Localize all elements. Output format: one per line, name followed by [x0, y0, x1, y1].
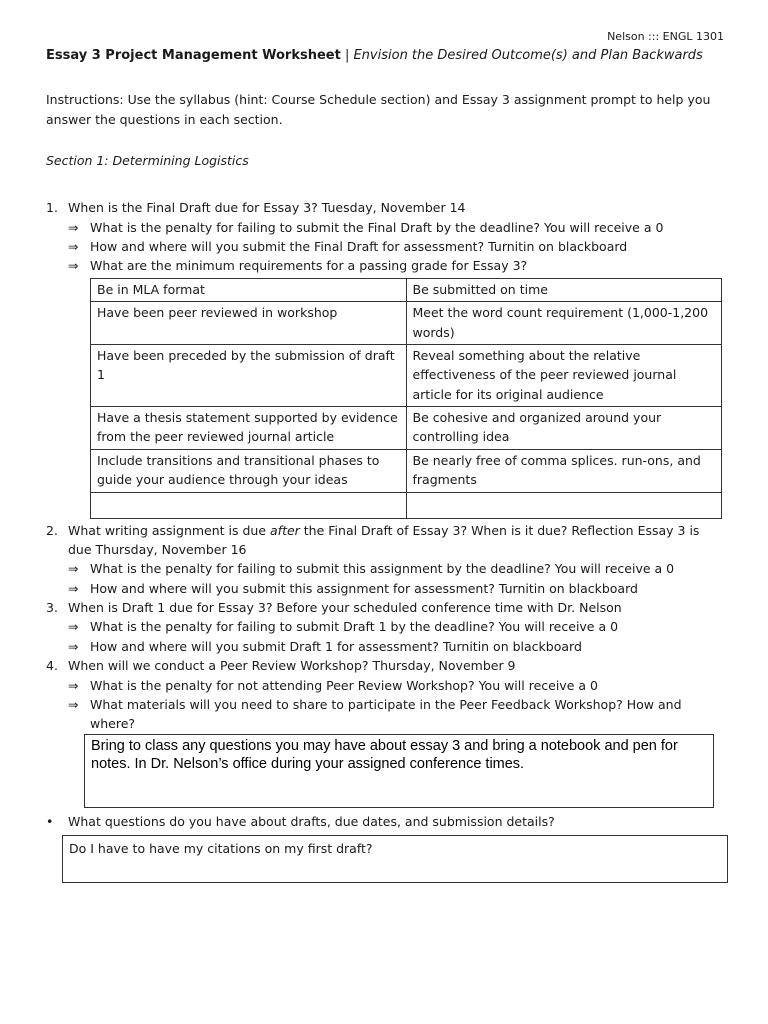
question-3	[46, 598, 726, 617]
sub-question-text: What is the penalty for failing to submit Draft 1 by the deadline? You will receive a 0	[90, 619, 619, 635]
sub-question-text: What is the penalty for failing to submit this assignment by the deadline? You will receive a 0	[90, 561, 675, 577]
sub-question	[46, 617, 726, 636]
question-4	[46, 656, 726, 675]
worksheet-page	[46, 28, 726, 883]
sub-question	[46, 218, 726, 237]
question-text: When is Draft 1 due for Essay 3? Before your scheduled conference time with Dr. Nelson	[68, 600, 622, 616]
sub-question-text: How and where will you submit Draft 1 for assessment? Turnitin on blackboard	[90, 638, 582, 654]
question-text-start: What writing assignment is due	[68, 522, 271, 538]
question-text-emphasis: after	[270, 522, 300, 538]
table-cell: Meet the word count requirement (1,000-1,200 words)	[406, 302, 722, 345]
arrow-icon: ⇒	[68, 696, 79, 712]
table-cell: Reveal something about the relative effectiveness of the peer reviewed journal article for its original audience	[406, 344, 722, 406]
table-cell: Be in MLA format	[91, 278, 407, 301]
question-2	[46, 521, 726, 560]
sub-question	[46, 637, 726, 656]
instructions: Instructions: Use the syllabus (hint: Course Schedule section) and Essay 3 assignment prompt to help you answer the questions in each section.	[46, 92, 711, 127]
table-cell: Have been peer reviewed in workshop	[91, 302, 407, 345]
title-subtitle: Envision the Desired Outcome(s) and Plan Backwards	[353, 48, 703, 63]
question-text: When is the Final Draft due for Essay 3? Tuesday, November 14	[68, 200, 466, 216]
title-main: Essay 3 Project Management Worksheet	[46, 48, 341, 63]
bullet-question-text: What questions do you have about drafts, due dates, and submission details?	[68, 813, 555, 829]
sub-question	[46, 237, 726, 256]
table-cell: Have a thesis statement supported by evidence from the peer reviewed journal article	[91, 407, 407, 450]
sub-question-text: What is the penalty for not attending Peer Review Workshop? You will receive a 0	[90, 677, 598, 693]
table-row	[91, 407, 722, 450]
question-text: When will we conduct a Peer Review Workshop? Thursday, November 9	[68, 658, 516, 674]
table-row	[91, 449, 722, 492]
table-row	[91, 278, 722, 301]
arrow-icon: ⇒	[68, 638, 79, 654]
title-separator: |	[340, 48, 354, 63]
section-1-title: Section 1: Determining Logistics	[46, 152, 249, 168]
question-text-end: the Final Draft of Essay 3? When is it due? Reflection Essay 3 is due Thursday, November 16	[68, 522, 700, 557]
arrow-icon: ⇒	[68, 561, 79, 577]
question-number: 3.	[46, 600, 58, 616]
table-cell: Be cohesive and organized around your controlling idea	[406, 407, 722, 450]
sub-question-text: What is the penalty for failing to submit the Final Draft by the deadline? You will receive a 0	[90, 219, 664, 235]
arrow-icon: ⇒	[68, 219, 79, 235]
course-header: Nelson ::: ENGL 1301	[607, 30, 724, 43]
questions-answer-box[interactable]: Do I have to have my citations on my first draft?	[62, 835, 728, 883]
requirements-table	[90, 278, 722, 519]
bullet-icon: •	[46, 813, 54, 829]
sub-question	[46, 579, 726, 598]
sub-question-text: What materials will you need to share to participate in the Peer Feedback Workshop? How and where?	[90, 696, 682, 732]
question-number: 1.	[46, 200, 58, 216]
table-cell[interactable]	[406, 492, 722, 518]
sub-question-text: How and where will you submit this assignment for assessment? Turnitin on blackboard	[90, 580, 638, 596]
table-cell: Be submitted on time	[406, 278, 722, 301]
sub-question-text: What are the minimum requirements for a passing grade for Essay 3?	[90, 258, 528, 274]
question-number: 2.	[46, 522, 58, 538]
question-number: 4.	[46, 658, 58, 674]
sub-question	[46, 676, 726, 695]
page-title	[46, 46, 726, 66]
table-cell: Be nearly free of comma splices. run-ons, and fragments	[406, 449, 722, 492]
arrow-icon: ⇒	[68, 677, 79, 693]
table-cell[interactable]	[91, 492, 407, 518]
table-cell: Include transitions and transitional phases to guide your audience through your ideas	[91, 449, 407, 492]
table-row	[91, 344, 722, 406]
sub-question	[46, 256, 726, 275]
bullet-question	[46, 812, 726, 831]
sub-question	[46, 559, 726, 578]
table-cell: Have been preceded by the submission of draft 1	[91, 344, 407, 406]
question-1	[46, 198, 726, 217]
table-row	[91, 302, 722, 345]
arrow-icon: ⇒	[68, 239, 79, 255]
arrow-icon: ⇒	[68, 580, 79, 596]
sub-question	[46, 695, 726, 734]
materials-answer-box[interactable]: Bring to class any questions you may have about essay 3 and bring a notebook and pen for notes. In Dr. Nelson’s office during your assigned conference times.	[84, 734, 714, 808]
table-row-empty	[91, 492, 722, 518]
sub-question-text: How and where will you submit the Final Draft for assessment? Turnitin on blackboard	[90, 239, 628, 255]
arrow-icon: ⇒	[68, 258, 79, 274]
arrow-icon: ⇒	[68, 619, 79, 635]
